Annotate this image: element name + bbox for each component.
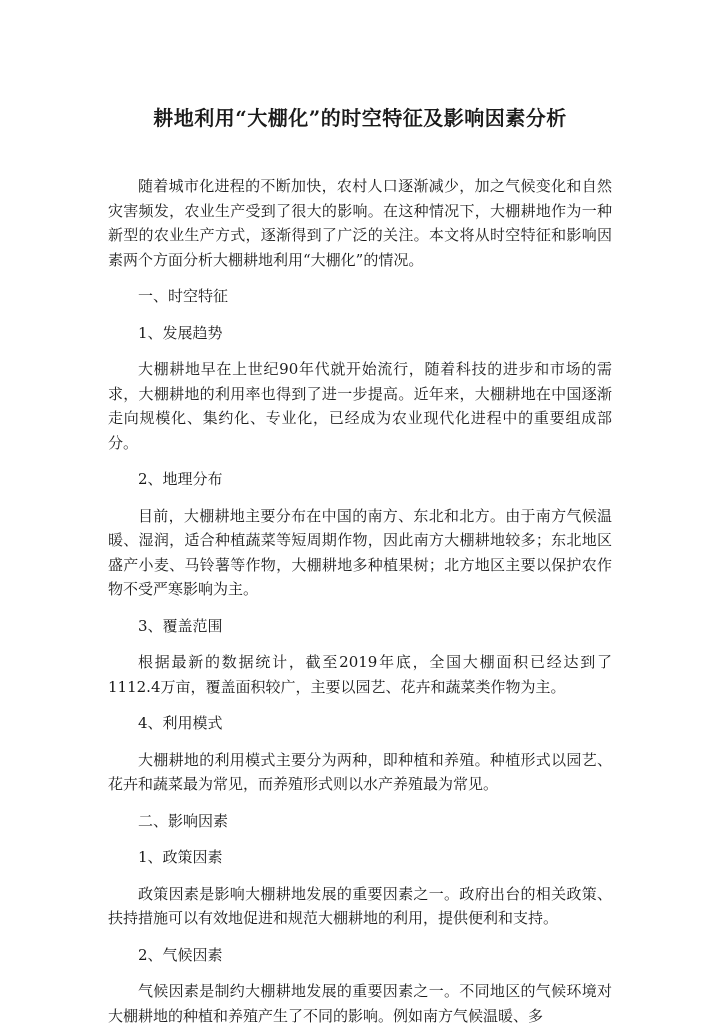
section-heading-spatiotemporal: 一、时空特征 <box>138 287 229 305</box>
paragraph-climate-factors: 气候因素是制约大棚耕地发展的重要因素之一。不同地区的气候环境对大棚耕地的种植和养殖产生了不同的影响。例如南方气候温暖、多 <box>108 982 612 1025</box>
subheading-policy-factors: 1、政策因素 <box>138 848 223 866</box>
section-heading-influencing-factors: 二、影响因素 <box>138 811 229 830</box>
subheading-utilization-mode: 4、利用模式 <box>138 714 223 732</box>
paragraph-coverage: 根据最新的数据统计，截至2019年底，全国大棚面积已经达到了1112.4万亩，覆盖面积较广，主要以园艺、花卉和蔬菜类作物为主。 <box>108 653 612 696</box>
paragraph-policy-factors: 政策因素是影响大棚耕地发展的重要因素之一。政府出台的相关政策、扶持措施可以有效地促进和规范大棚耕地的利用，提供便利和支持。 <box>108 884 612 927</box>
subheading-coverage: 3、覆盖范围 <box>138 616 223 635</box>
subheading-development-trend: 1、发展趋势 <box>138 323 223 342</box>
subheading-climate-factors: 2、气候因素 <box>138 945 223 964</box>
paragraph-development-trend: 大棚耕地早在上世纪90年代就开始流行，随着科技的进步和市场的需求，大棚耕地的利用率也得到了进一步提高。近年来，大棚耕地在中国逐渐走向规模化、集约化、专业化，已经成为农业现代化进程中的重要组成部分。 <box>108 360 612 452</box>
paragraph-geographic-distribution: 目前，大棚耕地主要分布在中国的南方、东北和北方。由于南方气候温暖、湿润，适合种植蔬菜等短周期作物，因此南方大棚耕地较多；东北地区盛产小麦、马铃薯等作物，大棚耕地多种植果树；北方地区主要以保护农作物不受严寒影响为主。 <box>108 506 612 598</box>
paragraph-utilization-mode: 大棚耕地的利用模式主要分为两种，即种植和养殖。种植形式以园艺、花卉和蔬菜最为常见，而养殖形式则以水产养殖最为常见。 <box>108 750 612 793</box>
subheading-geographic-distribution: 2、地理分布 <box>138 470 223 488</box>
intro-paragraph: 随着城市化进程的不断加快，农村人口逐渐减少，加之气候变化和自然灾害频发，农业生产受到了很大的影响。在这种情况下，大棚耕地作为一种新型的农业生产方式，逐渐得到了广泛的关注。本文将从时空特征和影响因素两个方面分析大棚耕地利用“大棚化”的情况。 <box>108 177 612 269</box>
document-title: 耕地利用“大棚化”的时空特征及影响因素分析 <box>153 106 567 130</box>
